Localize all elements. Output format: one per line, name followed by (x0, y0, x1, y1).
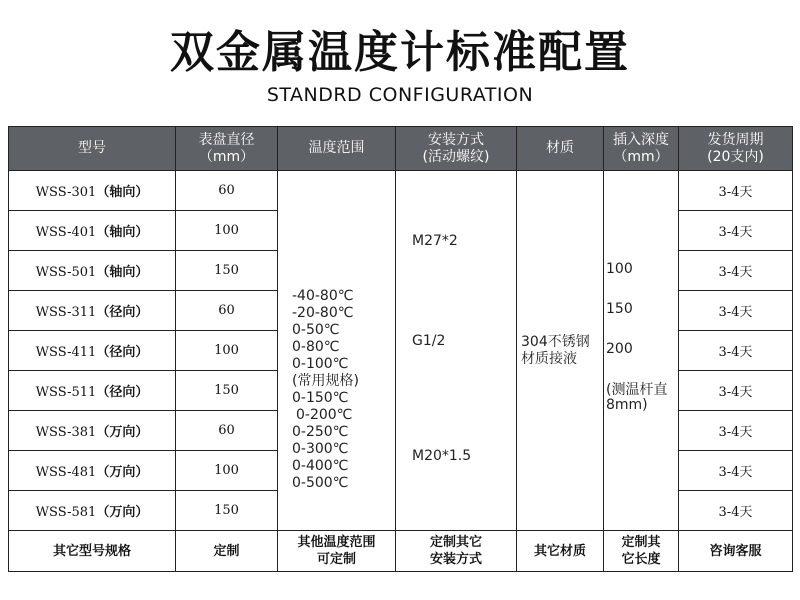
delivery-cell: 3-4天 (679, 291, 793, 331)
material-text: 304不锈钢 材质接液 (521, 333, 590, 367)
install-method-cell (396, 171, 517, 531)
model-cell: WSS-511（径向） (9, 371, 176, 411)
insert-depth-option: 8mm) (606, 397, 648, 413)
temp-range-item: 0-150℃ (292, 389, 349, 406)
temp-range-item: 0-50℃ (292, 321, 340, 338)
dial-cell: 100 (176, 451, 278, 491)
temp-range-list (278, 210, 395, 492)
dial-cell: 60 (176, 411, 278, 451)
dial-cell: 60 (176, 171, 278, 211)
model-cell: WSS-381（万向） (9, 411, 176, 451)
delivery-cell: 3-4天 (679, 331, 793, 371)
dial-cell: 60 (176, 291, 278, 331)
model-cell: WSS-581（万向） (9, 491, 176, 531)
insert-depth-list (604, 175, 678, 526)
temp-range-item: 0-300℃ (292, 440, 349, 457)
header-install-method: 安装方式 (活动螺纹) (396, 127, 517, 171)
footer-dial: 定制 (176, 531, 278, 572)
model-cell: WSS-481（万向） (9, 451, 176, 491)
insert-depth-cell (604, 171, 679, 531)
footer-depth: 定制其 它长度 (604, 531, 679, 572)
temp-range-item: (常用规格) (292, 372, 359, 389)
insert-depth-option: 100 (606, 261, 633, 277)
delivery-cell: 3-4天 (679, 251, 793, 291)
table-row (9, 171, 793, 211)
temp-range-item: 0-250℃ (292, 423, 349, 440)
table-footer-row (9, 531, 793, 572)
insert-depth-option: (测温杆直 (606, 382, 668, 398)
model-cell: WSS-401（轴向） (9, 211, 176, 251)
footer-install: 定制其它 安装方式 (396, 531, 517, 572)
delivery-cell: 3-4天 (679, 491, 793, 531)
install-option: M27*2 (412, 233, 458, 249)
dial-cell: 150 (176, 251, 278, 291)
model-cell: WSS-311（径向） (9, 291, 176, 331)
page-subtitle: STANDRD CONFIGURATION (266, 84, 534, 106)
footer-material: 其它材质 (517, 531, 604, 572)
spec-table (8, 126, 793, 572)
temp-range-item: 0-100℃ (292, 355, 349, 372)
install-method-list (396, 175, 516, 526)
header-delivery-period: 发货周期 (20支内) (679, 127, 793, 171)
table-header-row (9, 127, 793, 171)
temp-range-item: 0-400℃ (292, 457, 349, 474)
header-material: 材质 (517, 127, 604, 171)
dial-cell: 150 (176, 371, 278, 411)
model-cell: WSS-301（轴向） (9, 171, 176, 211)
footer-temp: 其他温度范围 可定制 (278, 531, 396, 572)
temp-range-cell (278, 171, 396, 531)
model-cell: WSS-501（轴向） (9, 251, 176, 291)
header-dial-diameter: 表盘直径 （mm） (176, 127, 278, 171)
dial-cell: 150 (176, 491, 278, 531)
footer-delivery: 咨询客服 (679, 531, 793, 572)
dial-cell: 100 (176, 331, 278, 371)
header-insert-depth: 插入深度 （mm） (604, 127, 679, 171)
install-option: G1/2 (412, 333, 446, 349)
temp-range-item: -40-80℃ (292, 287, 354, 304)
temp-range-item: 0-200℃ (296, 406, 353, 423)
header-model: 型号 (9, 127, 176, 171)
insert-depth-option: 200 (606, 341, 633, 357)
footer-model: 其它型号规格 (9, 531, 176, 572)
material-cell (517, 171, 604, 531)
delivery-cell: 3-4天 (679, 171, 793, 211)
delivery-cell: 3-4天 (679, 371, 793, 411)
header-temp-range: 温度范围 (278, 127, 396, 171)
delivery-cell: 3-4天 (679, 411, 793, 451)
delivery-cell: 3-4天 (679, 211, 793, 251)
dial-cell: 100 (176, 211, 278, 251)
temp-range-item: 0-80℃ (292, 338, 340, 355)
temp-range-item: 0-500℃ (292, 474, 349, 491)
insert-depth-option: 150 (606, 301, 633, 317)
install-option: M20*1.5 (412, 448, 472, 464)
model-cell: WSS-411（径向） (9, 331, 176, 371)
delivery-cell: 3-4天 (679, 451, 793, 491)
temp-range-item: -20-80℃ (292, 304, 354, 321)
page-title: 双金属温度计标准配置 (170, 27, 630, 78)
